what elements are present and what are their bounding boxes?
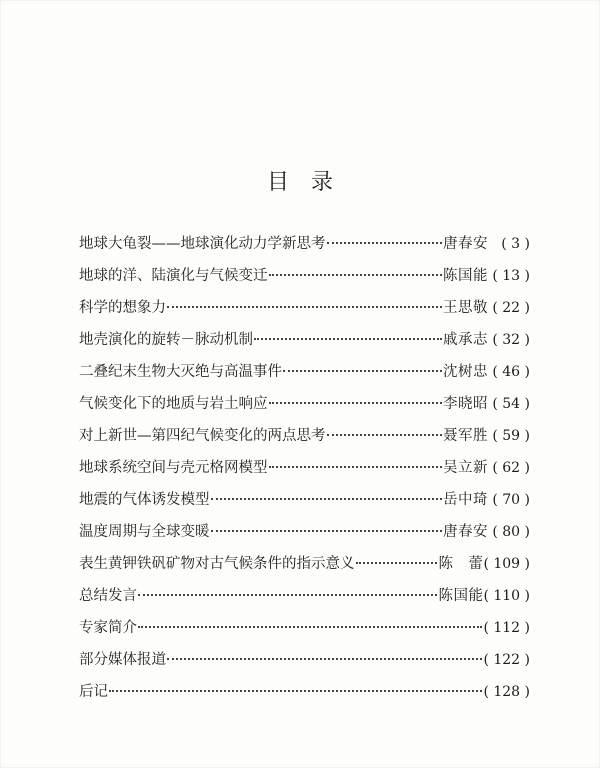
dot-leader (211, 498, 443, 500)
toc-entry-title: 表生黄钾铁矾矿物对古气候条件的指示意义 (79, 556, 355, 572)
toc-entry[interactable] (79, 548, 530, 580)
toc-entry-author: 李晓昭 (443, 396, 488, 412)
table-of-contents (79, 228, 530, 708)
toc-entry-title: 部分媒体报道 (79, 652, 166, 668)
toc-entry[interactable] (79, 292, 530, 324)
toc-entry-author: 吴立新 (443, 460, 488, 476)
toc-entry-page: ( 46 ) (492, 364, 530, 380)
toc-entry[interactable] (79, 356, 530, 388)
dot-leader (327, 242, 443, 244)
toc-entry-title: 总结发言 (79, 588, 137, 604)
toc-entry-author: 唐春安 (443, 524, 488, 540)
toc-entry-author: 唐春安 (443, 236, 488, 252)
toc-entry[interactable] (79, 388, 530, 420)
toc-entry-page: ( 80 ) (492, 524, 530, 540)
toc-entry-page: ( 59 ) (492, 428, 530, 444)
toc-entry-page: ( 112 ) (483, 620, 530, 636)
dot-leader (269, 402, 443, 404)
dot-leader (269, 274, 443, 276)
toc-entry-author: 陈国能 (443, 268, 488, 284)
page-title: 目录 (266, 169, 355, 195)
toc-entry[interactable] (79, 676, 530, 708)
toc-entry[interactable] (79, 644, 530, 676)
toc-entry-page: ( 54 ) (492, 396, 530, 412)
toc-entry-title: 对上新世—第四纪气候变化的两点思考 (79, 428, 326, 444)
toc-entry-title: 气候变化下的地质与岩土响应 (79, 396, 268, 412)
dot-leader (167, 658, 482, 660)
toc-entry-author: 陈 蕾 (438, 556, 484, 572)
dot-leader (254, 338, 442, 340)
toc-entry[interactable] (79, 420, 530, 452)
toc-entry-title: 温度周期与全球变暖 (79, 524, 210, 540)
toc-entry[interactable] (79, 260, 530, 292)
toc-entry-page: ( 22 ) (492, 300, 530, 316)
toc-entry-author: 戚承志 (443, 332, 488, 348)
dot-leader (269, 466, 443, 468)
toc-entry-title: 地震的气体诱发模型 (79, 492, 210, 508)
toc-entry[interactable] (79, 612, 530, 644)
toc-entry-title: 地壳演化的旋转－脉动机制 (79, 332, 253, 348)
toc-entry-page: ( 70 ) (492, 492, 530, 508)
toc-entry-page: ( 3 ) (501, 236, 530, 252)
toc-entry-title: 科学的想象力 (79, 300, 166, 316)
toc-entry-title: 后记 (79, 684, 108, 700)
toc-entry-title: 地球的洋、陆演化与气候变迁 (79, 268, 268, 284)
dot-leader (138, 626, 482, 628)
dot-leader (211, 530, 443, 532)
dot-leader (109, 690, 482, 692)
toc-entry-page: ( 62 ) (492, 460, 530, 476)
toc-entry-title: 地球系统空间与壳元格网模型 (79, 460, 268, 476)
dot-leader (283, 370, 442, 372)
toc-entry-page: ( 32 ) (492, 332, 530, 348)
toc-entry[interactable] (79, 484, 530, 516)
toc-entry[interactable] (79, 516, 530, 548)
toc-entry-page: ( 109 ) (483, 556, 530, 572)
toc-entry[interactable] (79, 324, 530, 356)
toc-entry-title: 专家简介 (79, 620, 137, 636)
toc-entry-author: 岳中琦 (443, 492, 488, 508)
toc-entry-title: 地球大龟裂——地球演化动力学新思考 (79, 236, 326, 252)
toc-entry-page: ( 128 ) (483, 684, 530, 700)
toc-entry-page: ( 110 ) (483, 588, 530, 604)
dot-leader (138, 594, 437, 596)
toc-entry-page: ( 122 ) (483, 652, 530, 668)
toc-entry-author: 聂军胜 (443, 428, 488, 444)
toc-entry[interactable] (79, 580, 530, 612)
dot-leader (167, 306, 442, 308)
toc-entry[interactable] (79, 228, 530, 260)
toc-entry[interactable] (79, 452, 530, 484)
toc-entry-author: 王思敬 (443, 300, 488, 316)
toc-entry-title: 二叠纪末生物大灭绝与高温事件 (79, 364, 282, 380)
dot-leader (356, 562, 438, 564)
toc-entry-author: 陈国能 (438, 588, 484, 604)
toc-entry-page: ( 13 ) (492, 268, 530, 284)
dot-leader (327, 434, 443, 436)
toc-entry-author: 沈树忠 (443, 364, 488, 380)
